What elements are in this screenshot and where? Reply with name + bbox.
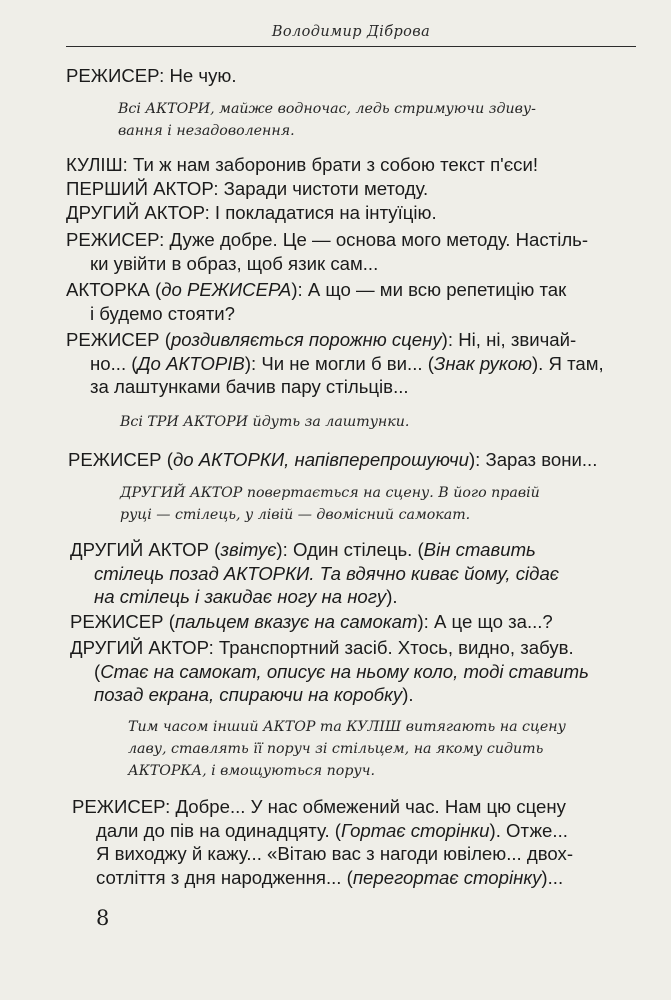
text-line: ДРУГИЙ АКТОР (звітує): Один стілець. (Він ставить <box>70 539 536 560</box>
line-director-3 <box>66 328 641 399</box>
text-line: Тим часом інший АКТОР та КУЛІШ витягають на сцену <box>128 719 566 735</box>
text-line: РЕЖИСЕР (до АКТОРКИ, напівперепрошуючи): Зараз вони... <box>68 449 598 470</box>
text-line: РЕЖИСЕР (пальцем вказує на самокат): А це що за...? <box>70 611 553 632</box>
text-line: ки увійти в образ, щоб язик сам... <box>90 252 379 274</box>
text-line: і будемо стояти? <box>90 302 235 324</box>
line-second-actor-2 <box>70 538 638 609</box>
line-kulish <box>66 153 641 177</box>
stage-direction-3 <box>120 482 620 526</box>
text-line: стілець позад АКТОРКИ. Та вдячно киває йому, сідає <box>94 562 559 584</box>
text-line: ДРУГИЙ АКТОР повертається на сцену. В його правій <box>120 485 540 501</box>
text-line: РЕЖИСЕР: Добре... У нас обмежений час. Нам цю сцену <box>72 796 566 817</box>
text-line: но... (До АКТОРІВ): Чи не могли б ви... (Знак рукою). Я там, <box>90 352 604 374</box>
line-actress <box>66 278 641 325</box>
text-line: Всі АКТОРИ, майже водночас, ледь стримуючи здиву- <box>118 101 536 117</box>
stage-direction-1 <box>118 98 618 142</box>
stage-direction-4 <box>128 716 618 782</box>
text-line: (Стає на самокат, описує на ньому коло, тоді ставить <box>94 660 589 682</box>
line-director-6 <box>72 795 642 889</box>
text-line: ДРУГИЙ АКТОР: Транспортний засіб. Хтось, видно, забув. <box>70 637 574 658</box>
text-line: АКТОРКА (до РЕЖИСЕРА): А що — ми всю репетицію так <box>66 279 567 300</box>
text-line: сотліття з дня народження... (перегортає сторінку)... <box>96 866 564 888</box>
text-line: РЕЖИСЕР: Не чую. <box>66 65 237 86</box>
line-first-actor <box>66 177 641 201</box>
line-director-5 <box>70 610 638 634</box>
line-second-actor-1 <box>66 201 641 225</box>
stage-direction-2 <box>120 411 620 433</box>
text-line: ПЕРШИЙ АКТОР: Заради чистоти методу. <box>66 178 429 199</box>
text-line: вання і незадоволення. <box>118 123 295 139</box>
line-director-2 <box>66 228 641 275</box>
text-line: за лаштунками бачив пару стільців... <box>90 376 409 398</box>
text-line: АКТОРКА, і вмощуються поруч. <box>128 763 375 779</box>
text-line: ДРУГИЙ АКТОР: І покладатися на інтуїцію. <box>66 202 437 223</box>
page-number: 8 <box>96 906 110 930</box>
text-line: Я виходжу й кажу... «Вітаю вас з нагоди ювілею... двох- <box>96 843 574 865</box>
text-line: РЕЖИСЕР: Дуже добре. Це — основа мого методу. Настіль- <box>66 229 589 250</box>
text-line: на стілець і закидає ногу на ногу). <box>94 586 398 608</box>
text-line: КУЛІШ: Ти ж нам заборонив брати з собою текст п'єси! <box>66 154 539 175</box>
line-director-4 <box>68 448 643 472</box>
text-line: Всі ТРИ АКТОРИ йдуть за лаштунки. <box>120 414 410 430</box>
text-line: лаву, ставлять її поруч зі стільцем, на якому сидить <box>128 741 544 757</box>
line-director-1 <box>66 64 636 88</box>
line-second-actor-3 <box>70 636 638 707</box>
text-line: дали до пів на одинадцяту. (Гортає сторінки). Отже... <box>96 819 568 841</box>
text-line: позад екрана, спираючи на коробку). <box>94 684 414 706</box>
header-rule <box>66 46 636 47</box>
text-line: руці — стілець, у лівій — двомісний самокат. <box>120 507 471 523</box>
text-line: РЕЖИСЕР (роздивляється порожню сцену): Ні, ні, звичай- <box>66 329 577 350</box>
running-header: Володимир Діброва <box>271 24 431 40</box>
